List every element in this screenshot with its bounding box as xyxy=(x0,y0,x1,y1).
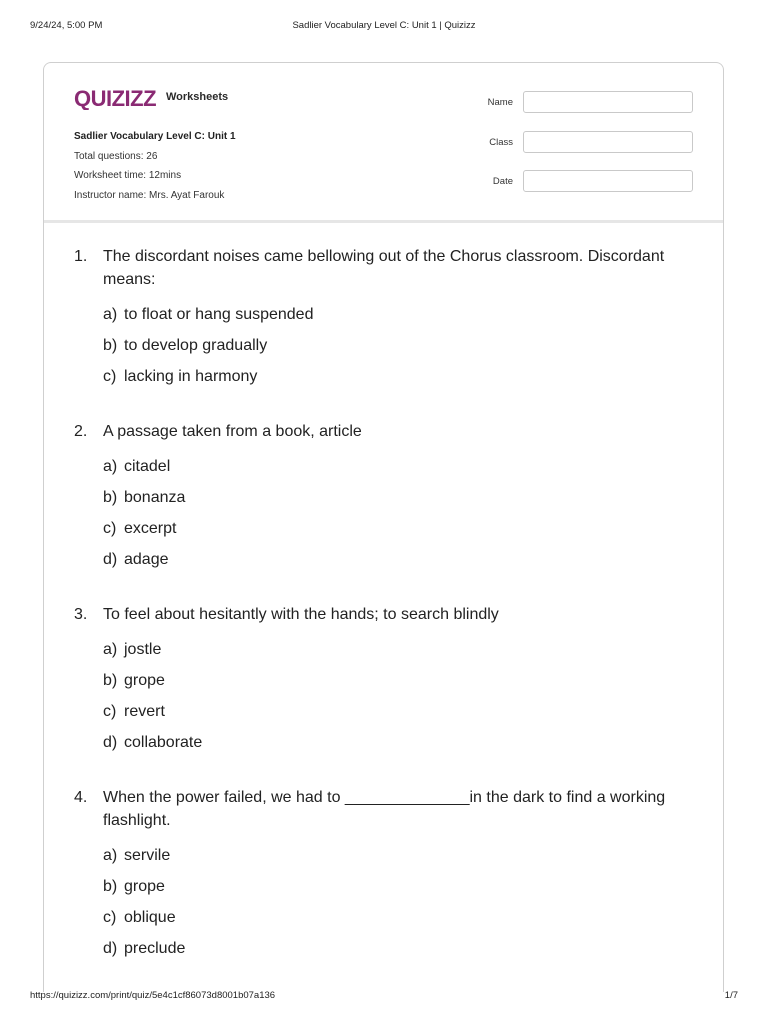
answer-option-a[interactable] xyxy=(103,846,403,866)
worksheet-time: Worksheet time: 12mins xyxy=(74,170,182,181)
option-text: to float or hang suspended xyxy=(124,306,314,323)
date-label: Date xyxy=(492,176,513,187)
option-text: grope xyxy=(124,878,165,895)
question-text: The discordant noises came bellowing out of the Chorus classroom. Discordant means: xyxy=(103,248,665,288)
answer-option-d[interactable] xyxy=(103,733,403,753)
option-text: collaborate xyxy=(124,734,203,751)
answer-option-d[interactable] xyxy=(103,550,403,570)
option-letter: b) xyxy=(103,337,118,354)
brand-subtitle: Worksheets xyxy=(166,91,229,103)
option-letter: c) xyxy=(103,520,117,537)
answer-option-a[interactable] xyxy=(103,457,403,477)
page-number: 1/7 xyxy=(724,990,738,1001)
question-number: 2. xyxy=(74,423,88,440)
option-text: jostle xyxy=(124,641,162,658)
print-header xyxy=(30,20,738,34)
option-text: citadel xyxy=(124,458,171,475)
option-text: oblique xyxy=(124,909,176,926)
name-field[interactable] xyxy=(523,91,693,113)
question-number: 3. xyxy=(74,606,88,623)
option-text: bonanza xyxy=(124,489,186,506)
option-text: grope xyxy=(124,672,165,689)
print-datetime: 9/24/24, 5:00 PM xyxy=(30,20,103,31)
question-3 xyxy=(74,603,693,764)
brand xyxy=(74,85,228,111)
answer-option-a[interactable] xyxy=(103,640,403,660)
worksheet-sheet xyxy=(43,62,724,992)
answer-options xyxy=(103,457,693,581)
name-label: Name xyxy=(487,97,513,108)
print-url: https://quizizz.com/print/quiz/5e4c1cf86073d8001b07a136 xyxy=(30,990,276,1001)
field-row-class xyxy=(473,131,693,155)
option-text: to develop gradually xyxy=(124,337,268,354)
option-text: lacking in harmony xyxy=(124,368,258,385)
question-2 xyxy=(74,420,693,581)
question-text: When the power failed, we had to ______________in the dark to find a working flashlight. xyxy=(103,789,666,829)
quizizz-logo-icon xyxy=(74,86,160,110)
option-letter: a) xyxy=(103,641,118,658)
total-questions: Total questions: 26 xyxy=(74,150,158,162)
print-page-title: Sadlier Vocabulary Level C: Unit 1 | Quizizz xyxy=(292,20,476,31)
answer-option-d[interactable] xyxy=(103,939,403,959)
class-field[interactable] xyxy=(523,131,693,153)
option-letter: b) xyxy=(103,489,118,506)
field-row-date xyxy=(473,170,693,194)
answer-option-b[interactable] xyxy=(103,488,403,508)
answer-option-b[interactable] xyxy=(103,336,403,356)
option-letter: a) xyxy=(103,847,118,864)
answer-option-c[interactable] xyxy=(103,908,403,928)
option-letter: b) xyxy=(103,672,118,689)
worksheet-meta xyxy=(74,127,236,205)
option-letter: d) xyxy=(103,734,118,751)
question-text: To feel about hesitantly with the hands; to search blindly xyxy=(103,606,499,623)
answer-option-b[interactable] xyxy=(103,671,403,691)
option-text: excerpt xyxy=(124,520,177,537)
question-number: 1. xyxy=(74,248,88,265)
answer-options xyxy=(103,846,693,970)
question-1 xyxy=(74,245,693,398)
print-footer xyxy=(30,990,738,1004)
answer-option-c[interactable] xyxy=(103,367,403,387)
worksheet-header xyxy=(44,63,723,223)
date-field[interactable] xyxy=(523,170,693,192)
answer-option-c[interactable] xyxy=(103,519,403,539)
class-label: Class xyxy=(489,136,513,148)
instructor-name: Instructor name: Mrs. Ayat Farouk xyxy=(74,189,225,201)
answer-option-c[interactable] xyxy=(103,702,403,722)
option-letter: c) xyxy=(103,703,117,720)
option-text: preclude xyxy=(124,940,186,957)
option-letter: c) xyxy=(103,368,117,385)
answer-option-a[interactable] xyxy=(103,305,403,325)
option-letter: a) xyxy=(103,306,118,323)
svg-text:QUIZIZZ: QUIZIZZ xyxy=(74,86,157,110)
option-text: servile xyxy=(124,847,171,864)
option-letter: a) xyxy=(103,458,118,475)
field-row-name xyxy=(473,91,693,115)
option-letter: d) xyxy=(103,940,118,957)
option-letter: d) xyxy=(103,551,118,568)
option-text: revert xyxy=(124,703,165,720)
answer-option-b[interactable] xyxy=(103,877,403,897)
question-text: A passage taken from a book, article xyxy=(103,423,362,440)
answer-options xyxy=(103,640,693,764)
question-4 xyxy=(74,786,693,970)
option-letter: b) xyxy=(103,878,118,895)
question-list xyxy=(74,245,693,992)
option-text: adage xyxy=(124,551,169,568)
student-fields xyxy=(473,91,693,210)
question-number: 4. xyxy=(74,789,88,806)
option-letter: c) xyxy=(103,909,117,926)
worksheet-title: Sadlier Vocabulary Level C: Unit 1 xyxy=(74,131,236,142)
answer-options xyxy=(103,305,693,398)
